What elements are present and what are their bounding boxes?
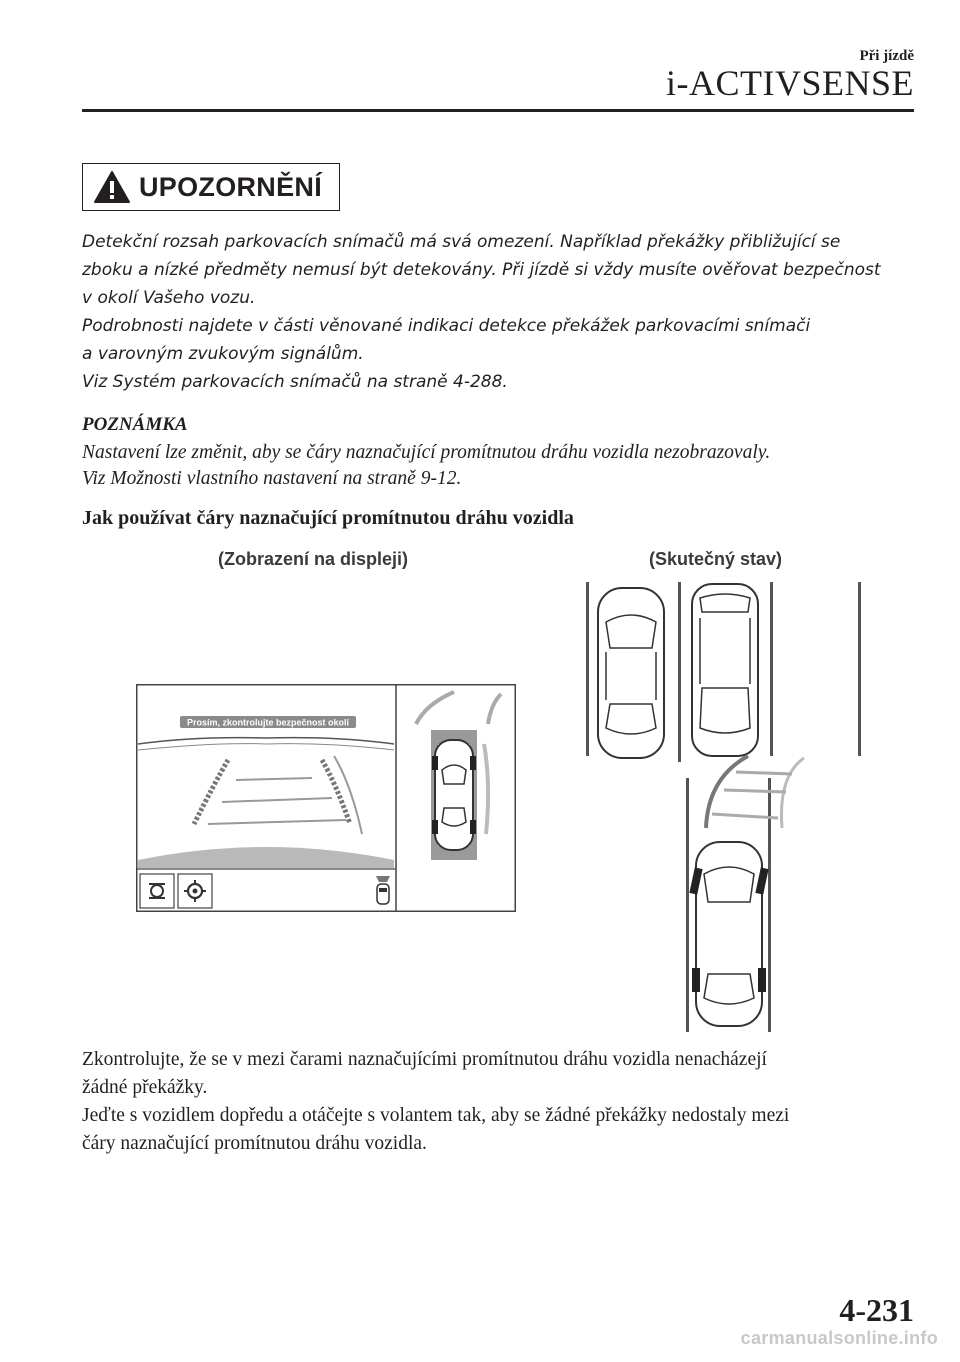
header-section: Při jízdě: [859, 48, 914, 64]
warning-triangle-icon: [93, 170, 131, 204]
warning-line: Detekční rozsah parkovacích snímačů má svá omezení. Například překážky přibližující se: [82, 232, 841, 252]
figure-label-real: (Skutečný stav): [649, 549, 783, 569]
real-situation-illustration: [578, 578, 868, 1040]
warning-box: [82, 163, 340, 211]
body-line: čáry naznačující promítnutou dráhu vozidla.: [82, 1133, 427, 1154]
warning-details-line: a varovným zvukovým signálům.: [82, 344, 364, 364]
warning-text: [82, 228, 922, 396]
screen-message: Prosím, zkontrolujte bezpečnost okolí: [186, 717, 350, 728]
note-title: POZNÁMKA: [82, 414, 188, 435]
note-line: Nastavení lze změnit, aby se čáry naznačující promítnutou dráhu vozidla nezobrazovaly.: [82, 442, 771, 463]
warning-reference: Viz Systém parkovacích snímačů na straně 4-288.: [82, 372, 508, 392]
header-chapter: i-ACTIVSENSE: [666, 63, 914, 103]
warning-line: v okolí Vašeho vozu.: [82, 288, 256, 308]
figure-label-display: (Zobrazení na displeji): [218, 549, 409, 569]
body-line: žádné překážky.: [82, 1077, 208, 1098]
watermark: carmanualsonline.info: [740, 1328, 938, 1348]
warning-details-line: Podrobnosti najdete v části věnované indikaci detekce překážek parkovacími snímači: [82, 316, 811, 336]
body-line: Jeďte s vozidlem dopředu a otáčejte s volantem tak, aby se žádné překážky nedostaly mezi: [82, 1105, 790, 1126]
warning-line: zboku a nízké předměty nemusí být detekovány. Při jízdě si vždy musíte ověřovat bezpečnost: [82, 260, 881, 280]
display-screen-illustration: [136, 684, 516, 912]
page-number: 4-231: [839, 1292, 914, 1328]
note-line: Viz Možnosti vlastního nastavení na straně 9-12.: [82, 468, 462, 489]
subheading: Jak používat čáry naznačující promítnutou dráhu vozidla: [82, 507, 574, 529]
body-text: [82, 1046, 922, 1158]
note-text: [82, 440, 922, 492]
warning-title: UPOZORNĚNÍ: [139, 171, 323, 202]
body-line: Zkontrolujte, že se v mezi čarami naznačujícími promítnutou dráhu vozidla nenacházejí: [82, 1049, 767, 1070]
header-rule: [82, 109, 914, 112]
